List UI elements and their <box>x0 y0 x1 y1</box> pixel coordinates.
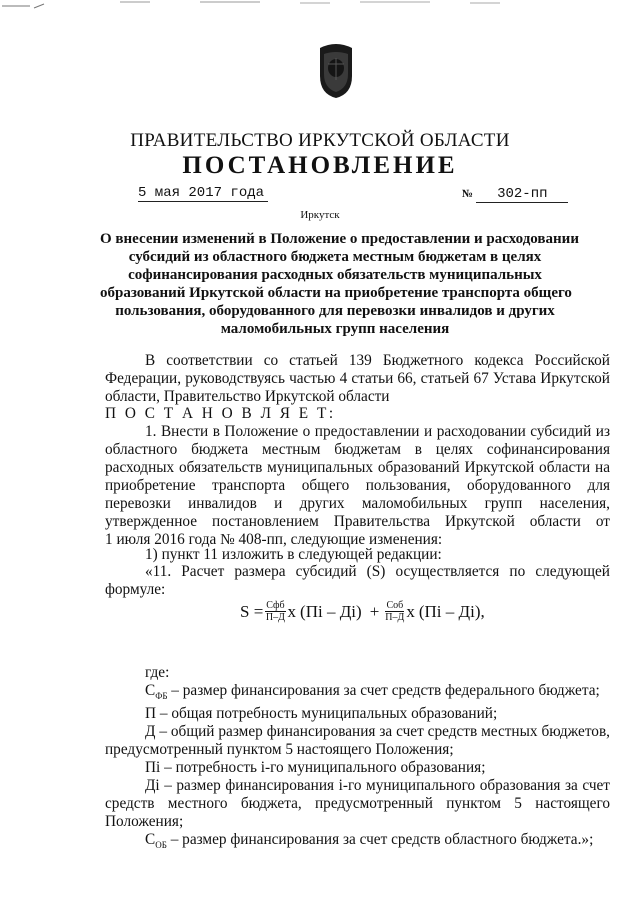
fraction-denominator: П–Д <box>265 612 285 623</box>
coat-of-arms-emblem <box>316 40 356 100</box>
item-1 <box>105 423 610 549</box>
symbol: С <box>145 831 156 849</box>
plus-sign: + <box>369 601 380 621</box>
text-line: «11. Расчет размера субсидий (S) осуществляется по следующей <box>145 563 610 580</box>
title-line: О внесении изменений в Положение о предоставлении и расходовании <box>100 231 579 247</box>
document-number <box>462 185 568 203</box>
text-line: областного бюджета местным бюджетам в целях софинансирования <box>105 441 610 458</box>
def-di-line: средств местного бюджета, предусмотренный пунктом 5 настоящего <box>105 795 610 813</box>
title-line: софинансирования расходных обязательств муниципальных <box>128 267 542 283</box>
title-line: образований Иркутской области на приобретение транспорта общего <box>100 285 572 301</box>
def-p: П – общая потребность муниципальных образований; <box>145 705 498 723</box>
formula-bracket: (Пi – Дi) <box>300 601 362 621</box>
subitem-1: 1) пункт 11 изложить в следующей редакции: <box>145 546 442 563</box>
number-sign: № <box>462 188 474 200</box>
symbol-subscript: ФБ <box>155 691 168 702</box>
symbol: С <box>145 682 156 699</box>
text-line: В соответствии со статьей 139 Бюджетного кодекса Российской <box>145 352 610 369</box>
text-line: утвержденное постановлением Правительства Иркутской области от <box>105 513 610 530</box>
scan-artifacts <box>0 0 640 14</box>
text-line: 1. Внести в Положение о предоставлении и расходовании субсидий из <box>145 423 610 440</box>
formula-lhs: S = <box>240 601 264 621</box>
def-d-line: Д – общий размер финансирования за счет средств местных бюджетов, <box>145 723 610 741</box>
government-name: ПРАВИТЕЛЬСТВО ИРКУТСКОЙ ОБЛАСТИ <box>130 130 510 151</box>
def-c-ob <box>105 831 610 854</box>
fraction-federal <box>265 600 285 623</box>
text-line: перевозки инвалидов и других маломобильных групп населения, <box>105 495 610 512</box>
multiply-sign: х <box>287 601 297 621</box>
text-line: Федерации, руководствуясь частью 4 статьи 66, статьей 67 Устава Иркутской <box>105 370 610 387</box>
title-line: субсидий из областного бюджета местным бюджетам в целях <box>128 249 542 265</box>
document-date: 5 мая 2017 года <box>138 185 268 202</box>
decree-word: П О С Т А Н О В Л Я Е Т: <box>105 405 336 422</box>
title-line: пользования, оборудованного для перевозки инвалидов и других <box>115 303 555 319</box>
document-type-title: ПОСТАНОВЛЕНИЕ <box>182 152 458 179</box>
def-pi: Пi – потребность i-го муниципального образования; <box>145 759 486 777</box>
def-di-line: Положения; <box>105 813 184 831</box>
fraction-denominator: П–Д <box>385 612 405 623</box>
fraction-regional <box>385 600 404 623</box>
fraction-numerator: Сфб <box>266 600 285 611</box>
resolution-title <box>100 230 579 338</box>
formula-end: (Пi – Дi), <box>418 601 485 621</box>
def-c-fb <box>105 682 610 705</box>
point-11 <box>105 563 610 599</box>
city-name: Иркутск <box>300 209 340 221</box>
subsidy-formula <box>240 600 489 623</box>
preamble <box>105 352 610 406</box>
text-line: расходных обязательств муниципальных образований Иркутской области на <box>105 459 610 476</box>
text-line: формуле: <box>105 581 166 598</box>
symbol-subscript: ОБ <box>155 840 167 851</box>
text-line: 1 июля 2016 года № 408-пп, следующие изменения: <box>105 531 443 548</box>
fraction-numerator: Соб <box>386 600 404 611</box>
multiply-sign: х <box>406 601 415 621</box>
text-line: области, Правительство Иркутской области <box>105 388 390 405</box>
definition-text: – размер финансирования за счет средств областного бюджета.»; <box>166 831 594 849</box>
where-label: где: <box>145 664 170 681</box>
def-di-line: Дi – размер финансирования i-го муниципального образования за счет <box>145 777 610 795</box>
definition-text: – размер финансирования за счет средств федерального бюджета; <box>167 682 600 699</box>
title-line: маломобильных групп населения <box>220 321 450 337</box>
formula-definitions <box>105 664 610 854</box>
number-value: 302-пп <box>476 186 568 203</box>
text-line: приобретение транспорта общего пользования, оборудованного для <box>105 477 610 494</box>
def-d-line: предусмотренный пунктом 5 настоящего Положения; <box>105 741 454 759</box>
